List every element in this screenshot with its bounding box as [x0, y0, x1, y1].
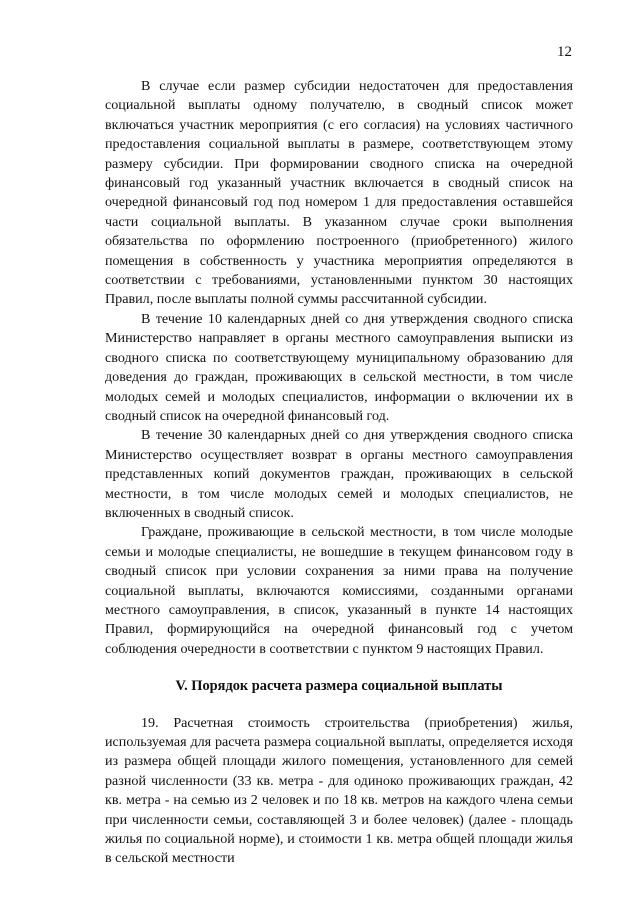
paragraph-notification-10-days: В течение 10 календарных дней со дня утверждения сводного списка Министерство направляет в органы местного самоуправления выписки из сводного списка по соответствующему муниципальному образованию для доведения до граждан, проживающих в сельской местности, в том числе молодых семей и молодых специалистов, информации о включении их в сводный список на очередной финансовый год. [105, 310, 573, 424]
page-number: 12 [557, 44, 572, 60]
paragraph-partial-subsidy: В случае если размер субсидии недостаточен для предоставления социальной выплаты одному получателю, в сводный список может включаться участник мероприятия (с его согласия) на условиях частичного предоставления социальной выплаты в размере, соответствующем этому размеру субсидии. При формировании сводного списка на очередной финансовый год указанный участник включается в сводный список на очередной финансовый год под номером 1 для предоставления оставшейся части социальной выплаты. В указанном случае сроки выполнения обязательства по оформлению построенного (приобретенного) жилого помещения в собственность у участника мероприятия определяются в соответствии с требованиями, установленными пунктом 30 настоящих Правил, после выплаты полной суммы рассчитанной субсидии. [105, 78, 573, 308]
paragraph-return-30-days: В течение 30 календарных дней со дня утверждения сводного списка Министерство осуществляет возврат в органы местного самоуправления представленных копий документов граждан, проживающих в сельской местности, в том числе молодых семей и молодых специалистов, не включенных в сводный список. [105, 427, 573, 521]
paragraph-next-year-list: Граждане, проживающие в сельской местности, в том числе молодые семьи и молодые специалисты, не вошедшие в текущем финансовом году в сводный список при условии сохранения за ними права на получение социальной выплаты, включаются комиссиями, созданными органами местного самоуправления, в список, указанный в пункте 14 настоящих Правил, формирующийся на очередной финансовый год с учетом соблюдения очередности в соответствии с пунктом 9 настоящих Правил. [105, 524, 573, 657]
paragraph-item-19: 19. Расчетная стоимость строительства (приобретения) жилья, используемая для расчета размера социальной выплаты, определяется исходя из размера общей площади жилого помещения, установленного для семей разной численности (33 кв. метра - для одиноко проживающих граждан, 42 кв. метра - на семью из 2 человек и по 18 кв. метров на каждого члена семьи при численности семьи, составляющей 3 и более человек) (далее - площадь жилья по социальной норме), и стоимости 1 кв. метра общей площади жилья в сельской местности [105, 714, 573, 867]
section-heading: V. Порядок расчета размера социальной выплаты [175, 678, 503, 695]
document-body [105, 77, 573, 869]
